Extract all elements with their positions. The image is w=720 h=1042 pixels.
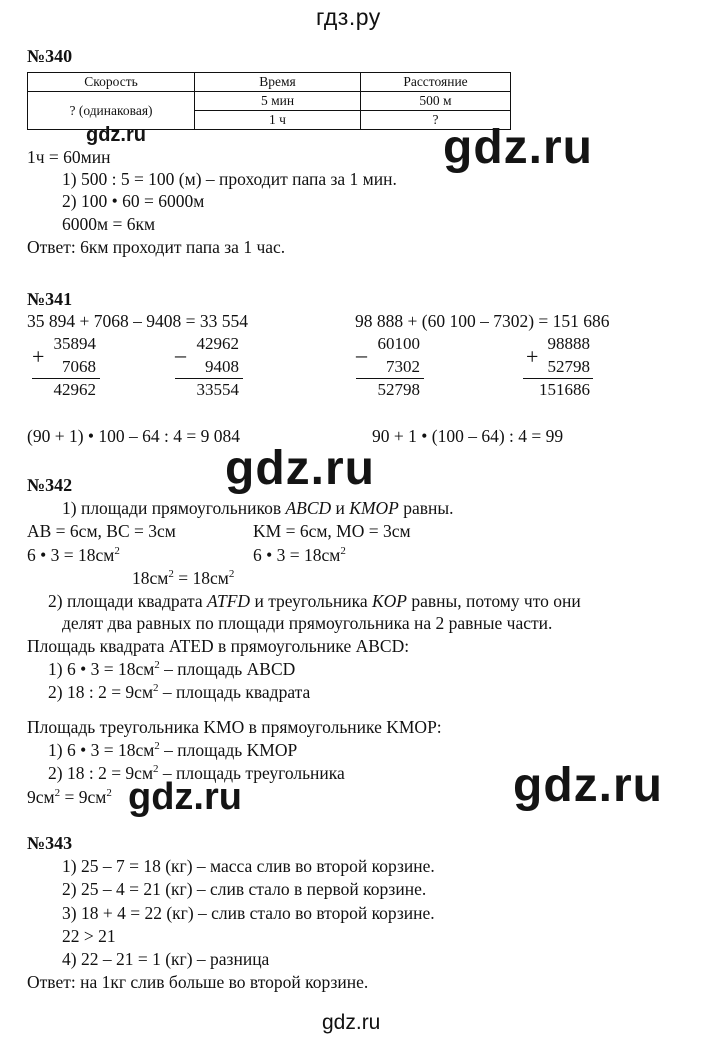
column-operand: 60100 bbox=[377, 334, 420, 353]
watermark: gdz.ru bbox=[443, 121, 593, 174]
column-result: 52798 bbox=[377, 380, 420, 399]
site-footer: gdz.ru bbox=[322, 1011, 381, 1034]
text-line: 6 • $3 = 18см^2$ bbox=[253, 545, 346, 565]
plus-sign: + bbox=[32, 344, 45, 369]
text-line: 22 > 21 bbox=[62, 926, 116, 946]
column-operand: 98888 bbox=[547, 334, 590, 353]
text-line: 1) 25 – 7 = 18 (кг) – масса слив во второй корзине. bbox=[62, 856, 435, 876]
problem-341-title: №341 bbox=[27, 289, 73, 309]
text-line: 2) 25 – 4 = 21 (кг) – слив стало в первой корзине. bbox=[62, 879, 427, 899]
problem-340-title: №340 bbox=[27, 46, 73, 66]
text-line: 1) площади прямоугольников ABCD и KMOP равны. bbox=[62, 498, 454, 518]
watermark: gdz.ru bbox=[513, 759, 663, 812]
text-line: 1) 6 • $3 = 18см^2$ – площадь ABCD bbox=[48, 659, 296, 679]
expression-1: 35 894 + 7068 – 9408 = 33 554 bbox=[27, 311, 248, 331]
table-cell-distance-1: 500 м bbox=[361, 92, 511, 111]
text-line: 2) 100 • 60 = 6000м bbox=[62, 191, 205, 211]
watermark: gdz.ru bbox=[128, 776, 242, 818]
speed-time-distance-table bbox=[27, 72, 511, 130]
table-cell-speed: ? (одинаковая) bbox=[28, 92, 195, 130]
expression-2: 98 888 + (60 100 – 7302) = 151 686 bbox=[355, 311, 610, 331]
answer-line: Ответ: 6км проходит папа за 1 час. bbox=[27, 237, 286, 257]
column-operand: 42962 bbox=[196, 334, 239, 353]
text-line: 6 • $3 = 18см^2$ bbox=[27, 545, 120, 565]
column-result: 42962 bbox=[53, 380, 96, 399]
table-cell-time-1: 5 мин bbox=[195, 92, 361, 111]
minus-sign: – bbox=[175, 342, 186, 367]
column-result: 33554 bbox=[196, 380, 239, 399]
expression-4: 90 + 1 • (100 – 64) : 4 = 99 bbox=[372, 426, 564, 446]
text-line: 1) 6 • $3 = 18см^2$ – площадь KMOP bbox=[48, 740, 298, 760]
column-operand: 9408 bbox=[205, 357, 239, 376]
column-operand: 7068 bbox=[62, 357, 96, 376]
table-header-speed: Скорость bbox=[28, 73, 195, 92]
text-line: $18см^2 = 18см^2$ bbox=[132, 568, 235, 588]
text-line: 1) 500 : 5 = 100 (м) – проходит папа за 1 мин. bbox=[62, 169, 397, 189]
table-cell-distance-2: ? bbox=[361, 111, 511, 130]
table-header-distance: Расстояние bbox=[361, 73, 511, 92]
expression-3: (90 + 1) • 100 – 64 : 4 = 9 084 bbox=[27, 426, 241, 446]
text-line: 6000м = 6км bbox=[62, 214, 156, 234]
text-line: 2) площади квадрата ATFD и треугольника KOP равны, потому что они bbox=[48, 591, 581, 611]
text-line: 2) 18 : $2 = 9см^2$ – площадь квадрата bbox=[48, 682, 311, 702]
text-line: 2) 18 : $2 = 9см^2$ – площадь треугольника bbox=[48, 763, 345, 783]
text-line: Площадь треугольника KMO в прямоугольнике KMOP: bbox=[27, 717, 442, 737]
text-line: 4) 22 – 21 = 1 (кг) – разница bbox=[62, 949, 270, 969]
problem-342-title: №342 bbox=[27, 475, 73, 495]
table-header-time: Время bbox=[195, 73, 361, 92]
text-line: делят два равных по площади прямоугольника на 2 равные части. bbox=[62, 613, 553, 633]
column-operand: 35894 bbox=[53, 334, 96, 353]
column-operand: 52798 bbox=[547, 357, 590, 376]
text-line: 1ч = 60мин bbox=[27, 147, 111, 167]
site-title: гдз.ру bbox=[316, 4, 381, 30]
watermark: gdz.ru bbox=[225, 442, 375, 495]
text-line: KM = 6см, MO = 3см bbox=[253, 521, 411, 541]
text-line: AB = 6см, BC = 3см bbox=[27, 521, 176, 541]
problem-343-title: №343 bbox=[27, 833, 73, 853]
answer-line: Ответ: на 1кг слив больше во второй корзине. bbox=[27, 972, 369, 992]
plus-sign: + bbox=[526, 344, 539, 369]
text-line: 3) 18 + 4 = 22 (кг) – слив стало во второй корзине. bbox=[62, 903, 435, 923]
watermark-small: gdz.ru bbox=[86, 124, 146, 146]
text-line: Площадь квадрата ATED в прямоугольнике ABCD: bbox=[27, 636, 410, 656]
text-line: $9см^2 = 9см^2$ bbox=[27, 787, 112, 807]
minus-sign: – bbox=[356, 342, 367, 367]
table-cell-time-2: 1 ч bbox=[195, 111, 361, 130]
column-result: 151686 bbox=[539, 380, 590, 399]
column-operand: 7302 bbox=[386, 357, 420, 376]
